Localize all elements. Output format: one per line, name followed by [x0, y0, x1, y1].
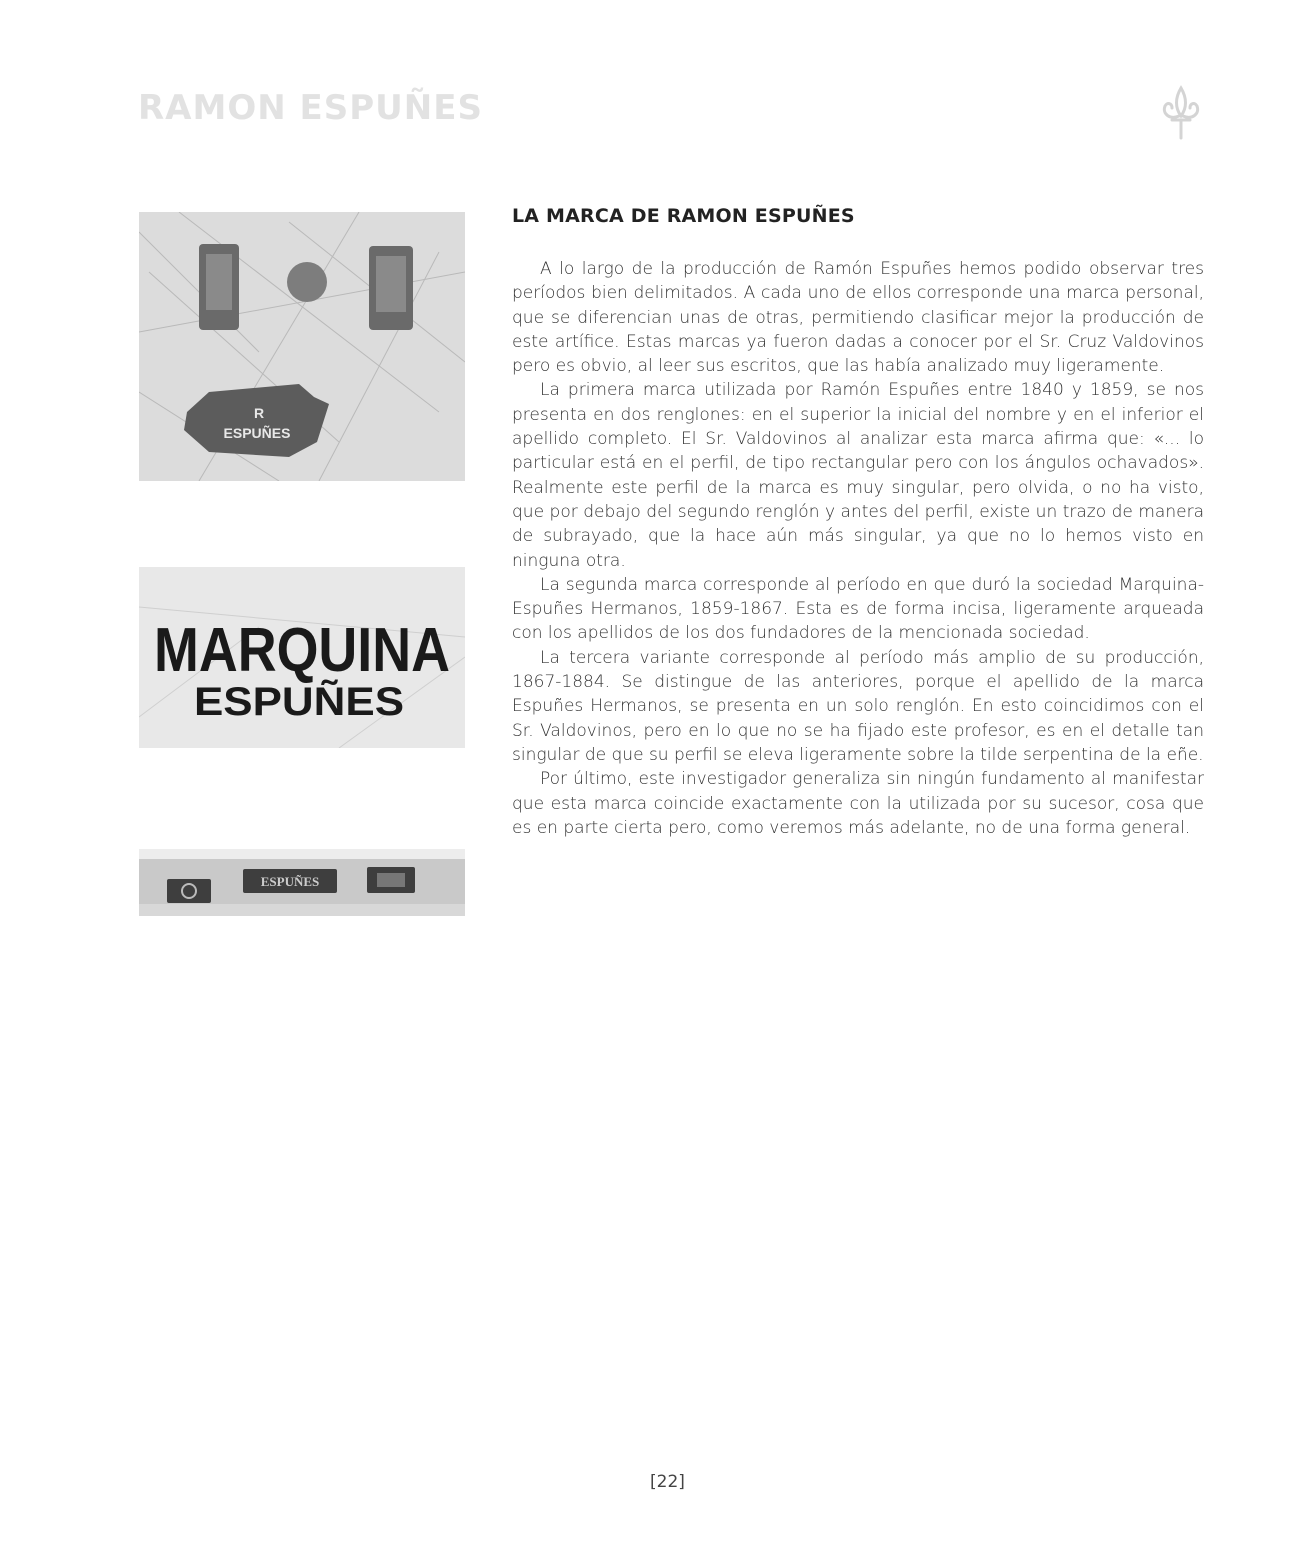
stamp-text-espunes: ESPUÑES — [223, 425, 291, 441]
marquina-stamp-photo — [139, 567, 465, 748]
article-body — [512, 257, 1204, 840]
stamp-text-marquina: MARQUINA — [154, 616, 450, 685]
stamp-text-espunes-bottom: ESPUÑES — [194, 680, 386, 724]
svg-text:R: R — [253, 405, 265, 421]
paragraph: A lo largo de la producción de Ramón Espuñes hemos podido observar tres períodos bien delimitados. A cada uno de ellos corresponde una marca personal, que se diferencian unas de otras, permitiendo clasificar mejor la producción de este artífice. Estas marcas ya fueron dadas a conocer por el Sr. Cruz Valdovinos pero es obvio, al leer sus escritos, que las había analizado muy ligeramente. — [512, 259, 1204, 377]
paragraph: La primera marca utilizada por Ramón Espuñes entre 1840 y 1859, se nos presenta en dos renglones: en el superior la inicial del nombre y en el inferior el apellido completo. El Sr. Valdovinos al analizar esta marca afirma que: «... lo particular está en el perfil, de tipo rectangular pero con los ángulos ochavados». Realmente este perfil de la marca es muy singular, pero olvida, o no ha visto, que por debajo del segundo renglón y antes del perfil, existe un trazo de manera de subrayado, que la hace aún más singular, ya que no lo hemos visto en ninguna otra. — [512, 380, 1204, 571]
hallmarks-photo — [139, 212, 465, 481]
hallmark-strip-photo — [139, 849, 465, 916]
svg-text:ESPUÑES: ESPUÑES — [260, 874, 320, 889]
running-head-title: RAMON ESPUÑES — [138, 88, 483, 128]
paragraph: La tercera variante corresponde al período más amplio de su producción, 1867-1884. Se distingue de las anteriores, porque el apellido de la marca Espuñes Hermanos, se presenta en un solo renglón. En esto coincidimos con el Sr. Valdovinos, pero en lo que no se ha fijado este profesor, es en el detalle tan singular de que su perfil se eleva ligeramente sobre la tilde serpentina de la eñe. — [512, 647, 1204, 765]
fleur-de-lis-icon — [1156, 80, 1206, 144]
page-number: [22] — [650, 1472, 685, 1492]
section-title: LA MARCA DE RAMON ESPUÑES — [512, 205, 855, 227]
paragraph: La segunda marca corresponde al período en que duró la sociedad Marquina-Espuñes Hermanos, 1859-1867. Esta es de forma incisa, ligeramente arqueada con los apellidos de los dos fundadores de la mencionada sociedad. — [512, 574, 1204, 644]
paragraph: Por último, este investigador generaliza sin ningún fundamento al manifestar que esta marca coincide exactamente con la utilizada por su sucesor, cosa que es en parte cierta pero, como veremos más adelante, no de una forma general. — [512, 769, 1204, 838]
